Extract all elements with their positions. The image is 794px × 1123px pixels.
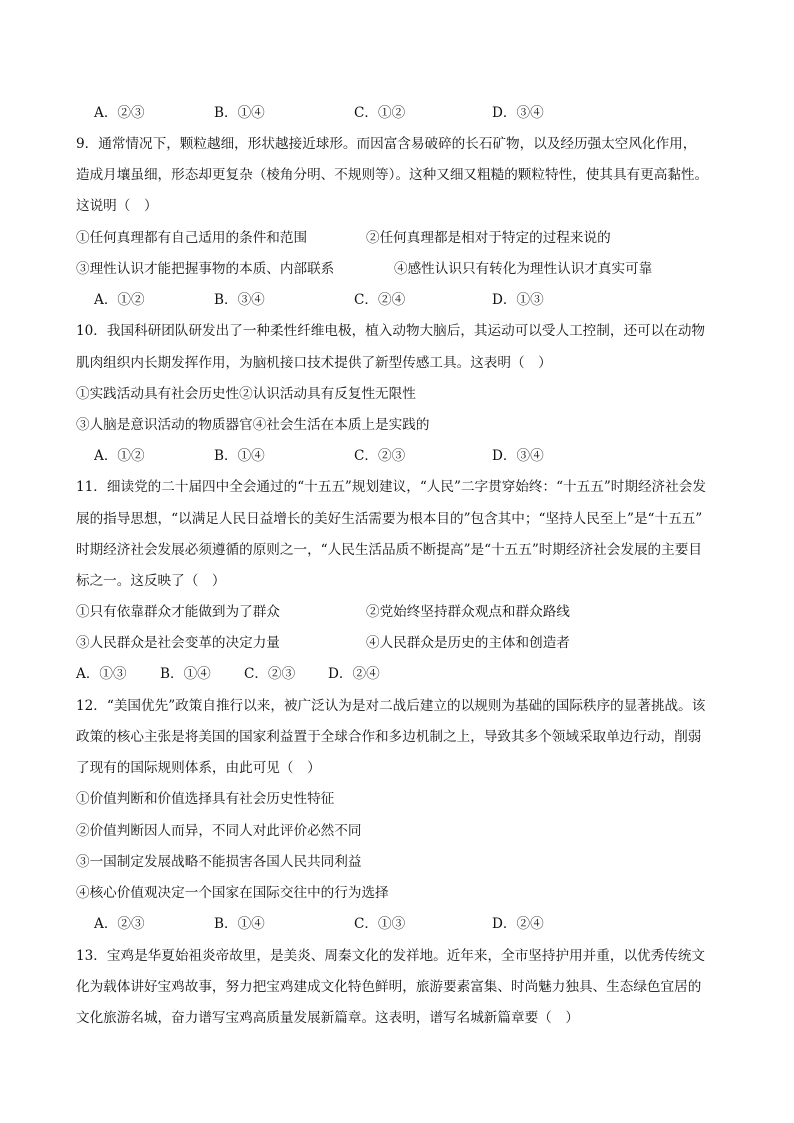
q8-option-c[interactable]: C．①② xyxy=(354,105,406,121)
q12-statement-1: ①价值判断和价值选择具有社会历史性特征 xyxy=(76,791,335,807)
q11-statement-1: ①只有依靠群众才能做到为了群众 xyxy=(76,604,280,620)
q10-option-c[interactable]: C．②③ xyxy=(354,448,406,464)
q12-statement-4: ④核心价值观决定一个国家在国际交往中的行为选择 xyxy=(76,885,389,901)
q10-option-d[interactable]: D．③④ xyxy=(492,448,544,464)
q10-statement-row-2: ③人脑是意识活动的物质器官④社会生活在本质上是实践的 xyxy=(76,417,430,433)
q11-statement-row-2 xyxy=(76,634,726,652)
q8-options xyxy=(94,104,594,122)
q12-option-b[interactable]: B．①④ xyxy=(214,916,265,932)
q10-statement-row-1: ①实践活动具有社会历史性②认识活动具有反复性无限性 xyxy=(76,386,416,402)
q11-stem-line-2: 展的指导思想，“以满足人民日益增长的美好生活需要为根本目的”包含其中；“坚持人民至上”是“十五五” xyxy=(76,511,703,527)
q9-statement-row-1 xyxy=(76,229,726,247)
q12-statement-3: ③一国制定发展战略不能损害各国人民共同利益 xyxy=(76,854,362,870)
q13-stem-line-1: 13．宝鸡是华夏始祖炎帝故里，是美炎、周秦文化的发祥地。近年来，全市坚持护用并重，以优秀传统文 xyxy=(76,948,706,964)
q9-statement-3: ③理性认识才能把握事物的本质、内部联系 xyxy=(76,261,335,277)
q10-stem-line-1: 10．我国科研团队研发出了一种柔性纤维电极，植入动物大脑后，其运动可以受人工控制，还可以在动物 xyxy=(76,323,706,339)
q11-stem-line-4: 标之一。这反映了（ ） xyxy=(76,573,226,589)
q13-stem-line-2: 化为载体讲好宝鸡故事，努力把宝鸡建成文化特色鲜明，旅游要素富集、时尚魅力独具、生态绿色宜居的 xyxy=(76,979,702,995)
q9-option-c[interactable]: C．②④ xyxy=(354,292,406,308)
q9-statement-row-2 xyxy=(76,260,726,278)
q12-stem-line-3: 了现有的国际规则体系，由此可见（ ） xyxy=(76,760,321,776)
q12-option-c[interactable]: C．①③ xyxy=(354,916,406,932)
q11-option-d[interactable]: D．②④ xyxy=(328,666,380,682)
q11-statement-2: ②党始终坚持群众观点和群众路线 xyxy=(366,604,570,620)
q8-option-d[interactable]: D．③④ xyxy=(492,105,544,121)
q9-options xyxy=(94,291,594,309)
q12-statement-2: ②价值判断因人而异，不同人对此评价必然不同 xyxy=(76,823,362,839)
q12-stem-line-1: 12．“美国优先”政策自推行以来，被广泛认为是对二战后建立的以规则为基础的国际秩序的显著挑战。该 xyxy=(76,698,706,714)
q11-options xyxy=(76,665,476,683)
q12-option-d[interactable]: D．②④ xyxy=(492,916,544,932)
q12-stem-line-2: 政策的核心主张是将美国的国家利益置于全球合作和多边机制之上，导致其多个领域采取单边行动，削弱 xyxy=(76,729,702,745)
q8-option-a[interactable]: A．②③ xyxy=(94,105,145,121)
q9-statement-2: ②任何真理都是相对于特定的过程来说的 xyxy=(366,230,611,246)
q10-option-b[interactable]: B．①④ xyxy=(214,448,265,464)
q9-option-a[interactable]: A．①② xyxy=(94,292,145,308)
q10-stem-line-2: 肌肉组织内长期发挥作用，为脑机接口技术提供了新型传感工具。这表明（ ） xyxy=(76,355,552,371)
q9-stem-line-3: 这说明（ ） xyxy=(76,198,158,214)
q9-option-d[interactable]: D．①③ xyxy=(492,292,544,308)
q11-statement-row-1 xyxy=(76,603,726,621)
q10-options xyxy=(94,447,594,465)
q9-statement-4: ④感性认识只有转化为理性认识才真实可靠 xyxy=(394,261,653,277)
q11-statement-4: ④人民群众是历史的主体和创造者 xyxy=(366,635,570,651)
q9-stem-line-2: 造成月壤虽细，形态却更复杂（棱角分明、不规则等）。这种又细又粗糙的颗粒特性，使其具有更高黏性。 xyxy=(76,167,709,183)
q8-option-b[interactable]: B．①④ xyxy=(214,105,265,121)
q11-stem-line-3: 时期经济社会发展必须遵循的原则之一，“人民生活品质不断提高”是“十五五”时期经济社会发展的主要目 xyxy=(76,542,702,558)
q11-option-b[interactable]: B．①④ xyxy=(160,666,211,682)
q12-options xyxy=(94,915,594,933)
q9-option-b[interactable]: B．③④ xyxy=(214,292,265,308)
q11-stem-line-1: 11．细读党的二十届四中全会通过的“十五五”规划建议，“人民”二字贯穿始终：“十五五”时期经济社会发 xyxy=(76,479,706,495)
q12-option-a[interactable]: A．②③ xyxy=(94,916,145,932)
q9-statement-1: ①任何真理都有自己适用的条件和范围 xyxy=(76,230,308,246)
q9-stem-line-1: 9．通常情况下，颗粒越细，形状越接近球形。而因富含易破碎的长石矿物，以及经历强太空风化作用， xyxy=(76,136,697,152)
q10-option-a[interactable]: A．①② xyxy=(94,448,145,464)
q13-stem-line-3: 文化旅游名城，奋力谱写宝鸡高质量发展新篇章。这表明，谱写名城新篇章要（ ） xyxy=(76,1010,579,1026)
q11-statement-3: ③人民群众是社会变革的决定力量 xyxy=(76,635,280,651)
q11-option-c[interactable]: C．②③ xyxy=(244,666,296,682)
q11-option-a[interactable]: A．①③ xyxy=(76,666,127,682)
